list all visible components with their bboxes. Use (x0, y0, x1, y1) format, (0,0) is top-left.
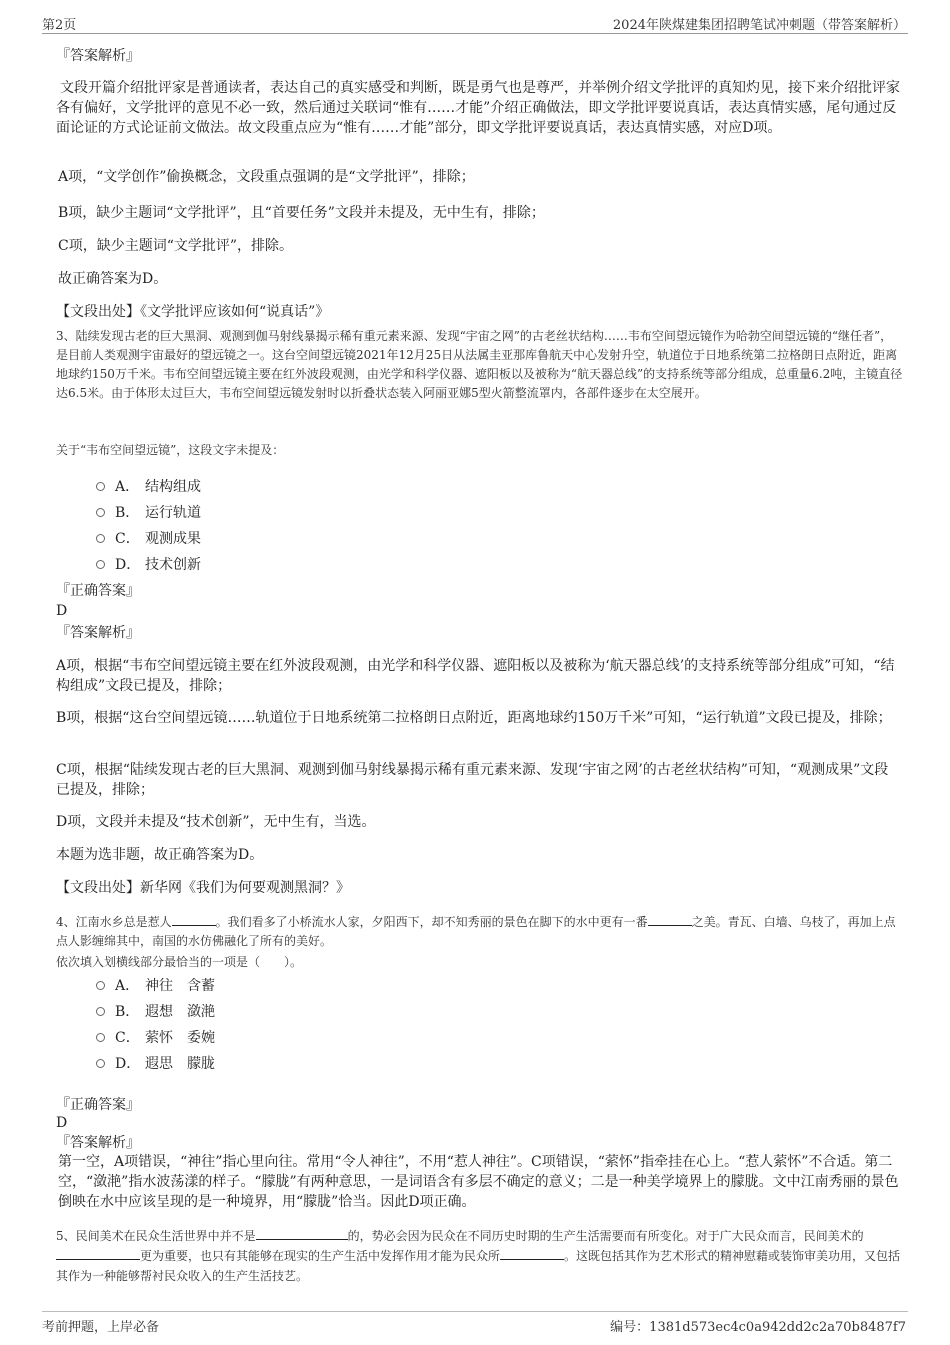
stem-text: 5、民间美术在民众生活世界中并不是 (56, 1229, 256, 1243)
question-4-prompt: 依次填入划横线部分最恰当的一项是（ ）。 (56, 955, 303, 969)
option-a[interactable] (96, 975, 215, 995)
radio-icon[interactable] (96, 1007, 105, 1016)
stem-text: 更为重要，也只有其能够在现实的生产生活中发挥作用才能为民众所 (140, 1249, 501, 1263)
radio-icon[interactable] (96, 534, 105, 543)
question-4-stem (56, 912, 904, 951)
blank-2 (56, 1246, 140, 1260)
option-label: A． (115, 479, 140, 495)
blank-2 (648, 912, 692, 926)
option-d[interactable] (96, 1053, 215, 1073)
option-c[interactable] (96, 528, 201, 548)
radio-icon[interactable] (96, 981, 105, 990)
radio-icon[interactable] (96, 508, 105, 517)
correct-answer: D (56, 603, 68, 619)
option-b[interactable] (96, 1001, 215, 1021)
blank-1 (172, 912, 216, 926)
option-text: 萦怀 委婉 (145, 1030, 215, 1046)
page-number: 第2页 (42, 18, 77, 33)
option-text: 运行轨道 (145, 505, 201, 521)
radio-icon[interactable] (96, 560, 105, 569)
radio-icon[interactable] (96, 482, 105, 491)
stem-text: 4、江南水乡总是惹人 (56, 915, 172, 929)
option-label: D． (115, 1056, 141, 1072)
footer-divider (42, 1311, 908, 1312)
stem-text: 的，势必会因为民众在不同历史时期的生产生活需要而有所变化。对于广大民众而言，民间美术的 (347, 1229, 864, 1243)
footer-slogan: 考前押题，上岸必备 (42, 1320, 160, 1335)
option-text: 遐思 朦胧 (145, 1056, 215, 1072)
option-text: 观测成果 (145, 531, 201, 547)
analysis-paragraph: 第一空，A项错误，“神往”指心里向往。常用“令人神往”，不用“惹人神往”。C项错误，“萦怀”指牵挂在心上。“惹人萦怀”不合适。第二空，“潋滟”指水波荡漾的样子。“朦胧”有两种意思，一是词语含有多层不确定的意义；二是一种美学境界上的朦胧。文中江南秀丽的景色倒映在水中应该呈现的是一种境界，用“朦胧”恰当。因此D项正确。 (58, 1154, 899, 1210)
header-divider (42, 33, 908, 34)
correct-answer: D (56, 1115, 68, 1131)
analysis-option-a: A项，根据“韦布空间望远镜主要在红外波段观测，由光学和科学仪器、遮阳板以及被称为‘航天器总线’的支持系统等部分组成”可知，“结构组成”文段已提及，排除； (56, 658, 895, 694)
option-label: C． (115, 531, 140, 547)
analysis-heading: 『答案解析』 (56, 625, 140, 641)
option-text: 技术创新 (145, 557, 201, 573)
option-label: C． (115, 1030, 140, 1046)
analysis-heading: 『答案解析』 (56, 48, 140, 64)
analysis-option-c: C项，缺少主题词“文学批评”，排除。 (58, 238, 294, 254)
radio-icon[interactable] (96, 1033, 105, 1042)
blank-3 (500, 1246, 564, 1260)
stem-text: 。我们看多了小桥流水人家，夕阳西下，却不知秀丽的景色在脚下的水中更有一番 (215, 915, 648, 929)
option-d[interactable] (96, 554, 201, 574)
passage-source: 【文段出处】《文学批评应该如何“说真话”》 (56, 304, 330, 320)
answer-conclusion: 故正确答案为D。 (58, 271, 168, 287)
blank-1 (256, 1226, 348, 1240)
option-a[interactable] (96, 476, 201, 496)
analysis-option-a: A项，“文学创作”偷换概念，文段重点强调的是“文学批评”，排除； (58, 169, 475, 185)
radio-icon[interactable] (96, 1059, 105, 1068)
option-label: B． (115, 505, 140, 521)
correct-answer-heading: 『正确答案』 (56, 1097, 140, 1113)
question-3-stem: 3、陆续发现古老的巨大黑洞、观测到伽马射线暴揭示稀有重元素来源、发现“宇宙之网”的古老丝状结构……韦布空间望远镜作为哈勃空间望远镜的“继任者”，是目前人类观测宇宙最好的望远镜之一。这台空间望远镜2021年12月25日从法属圭亚那库鲁航天中心发射升空，轨道位于日地系统第二拉格朗日点附近，距离地球约150万千米。韦布空间望远镜主要在红外波段观测，由光学和科学仪器、遮阳板以及被称为“航天器总线”的支持系统等部分组成，总重量6.2吨，主镜直径达6.5米。由于体形太过巨大，韦布空间望远镜发射时以折叠状态装入阿丽亚娜5型火箭整流罩内，各部件逐步在太空展开。 (56, 329, 903, 400)
document-title: 2024年陕煤建集团招聘笔试冲刺题（带答案解析） (612, 18, 906, 33)
question-3-prompt: 关于“韦布空间望远镜”，这段文字未提及： (56, 443, 285, 457)
answer-conclusion: 本题为选非题，故正确答案为D。 (56, 847, 264, 863)
option-text: 遐想 潋滟 (145, 1004, 215, 1020)
analysis-option-c: C项，根据“陆续发现古老的巨大黑洞、观测到伽马射线暴揭示稀有重元素来源、发现‘宇宙之网’的古老丝状结构”可知，“观测成果”文段已提及，排除； (56, 762, 889, 798)
option-b[interactable] (96, 502, 201, 522)
question-5-stem (56, 1226, 904, 1286)
correct-answer-heading: 『正确答案』 (56, 583, 140, 599)
option-c[interactable] (96, 1027, 215, 1047)
option-text: 神往 含蓄 (145, 978, 215, 994)
analysis-option-b: B项，缺少主题词“文学批评”，且“首要任务”文段并未提及，无中生有，排除； (58, 205, 545, 221)
analysis-option-b: B项，根据“这台空间望远镜……轨道位于日地系统第二拉格朗日点附近，距离地球约150万千米”可知，“运行轨道”文段已提及，排除； (56, 710, 892, 726)
option-label: A． (115, 978, 140, 994)
analysis-option-d: D项，文段并未提及“技术创新”，无中生有，当选。 (56, 814, 376, 830)
document-id: 编号：1381d573ec4c0a942dd2c2a70b8487f7 (610, 1320, 906, 1335)
stem-text: 之美。青瓦、白墙、乌枝了，再加上点点人影缠绵其中，南国的水仿佛融化了所有的美好。 (56, 915, 896, 948)
option-text: 结构组成 (145, 479, 201, 495)
analysis-heading: 『答案解析』 (56, 1135, 140, 1151)
passage-source: 【文段出处】新华网《我们为何要观测黑洞？》 (56, 880, 350, 896)
analysis-paragraph: 文段开篇介绍批评家是普通读者，表达自己的真实感受和判断，既是勇气也是尊严，并举例介绍文学批评的真知灼见，接下来介绍批评家各有偏好，文学批评的意见不必一致，然后通过关联词“惟有……才能”介绍正确做法，即文学批评要说真话，表达真情实感，尾句通过反面论证的方式论证前文做法。故文段重点应为“惟有……才能”部分，即文学批评要说真话，表达真情实感，对应D项。 (56, 80, 900, 136)
option-label: B． (115, 1004, 140, 1020)
stem-text: 。这既包括其作为艺术形式的精神慰藉或装饰审美功用，又包括其作为一种能够帮衬民众收入的生产生活技艺。 (56, 1249, 901, 1283)
option-label: D． (115, 557, 141, 573)
